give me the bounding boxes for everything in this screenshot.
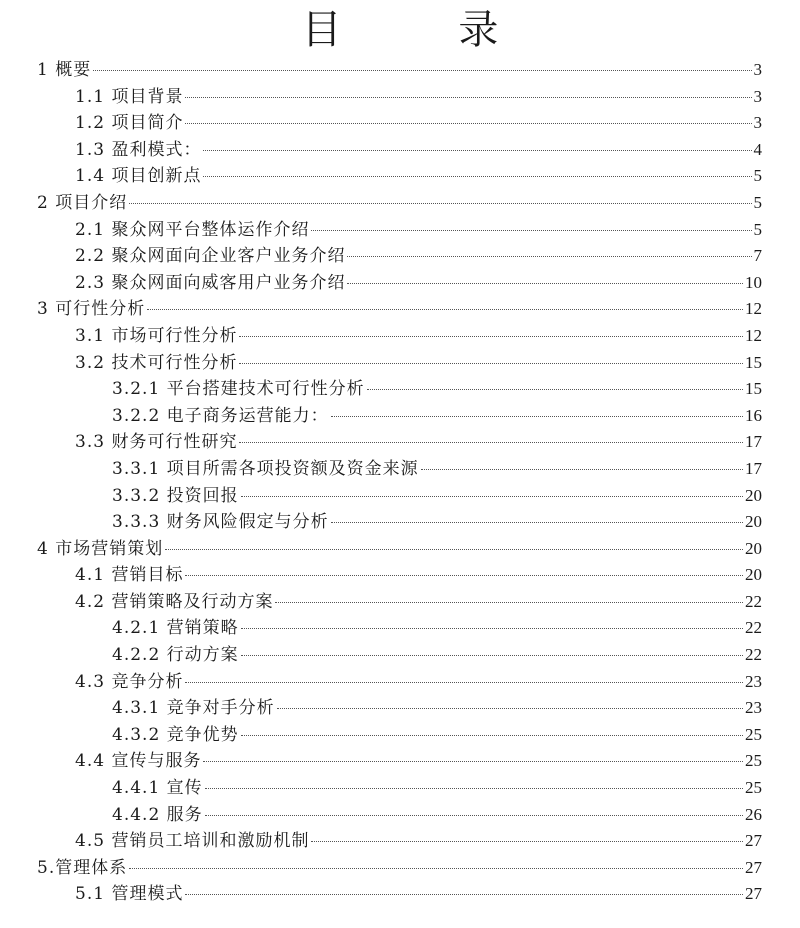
toc-entry-page-number: 22 [745, 645, 762, 665]
toc-entry-page-number: 12 [745, 299, 762, 319]
toc-leader-dots [421, 468, 743, 470]
toc-leader-dots [347, 255, 751, 257]
toc-leader-dots [241, 495, 743, 497]
toc-leader-dots [239, 362, 743, 364]
toc-leader-dots [205, 814, 743, 816]
toc-entry[interactable] [0, 722, 800, 749]
toc-entry-page-number: 26 [745, 804, 762, 824]
toc-leader-dots [93, 69, 751, 71]
toc-entry[interactable] [0, 296, 800, 323]
toc-entry[interactable] [0, 775, 800, 802]
toc-leader-dots [203, 760, 743, 762]
toc-entry[interactable] [0, 137, 800, 164]
toc-entry-page-number: 20 [745, 538, 762, 558]
toc-leader-dots [129, 202, 751, 204]
toc-entry-label: 4.5 营销员工培训和激励机制 [75, 831, 310, 852]
toc-leader-dots [311, 229, 751, 231]
toc-leader-dots [239, 441, 743, 443]
toc-entry[interactable] [0, 562, 800, 589]
toc-entry[interactable] [0, 190, 800, 217]
toc-entry-label: 4.3.1 竞争对手分析 [112, 698, 275, 719]
toc-entry-page-number: 12 [745, 325, 762, 345]
toc-entry[interactable] [0, 669, 800, 696]
toc-leader-dots [185, 574, 743, 576]
toc-entry[interactable] [0, 802, 800, 829]
toc-entry-page-number: 5 [753, 219, 762, 239]
toc-entry[interactable] [0, 642, 800, 669]
toc-leader-dots [203, 149, 751, 151]
toc-leader-dots [241, 627, 743, 629]
toc-entry[interactable] [0, 615, 800, 642]
toc-leader-dots [185, 122, 751, 124]
toc-entry-label: 2.3 聚众网面向威客用户业务介绍 [75, 272, 346, 293]
toc-entry-page-number: 20 [745, 565, 762, 585]
toc-entry-label: 3.2.1 平台搭建技术可行性分析 [112, 379, 365, 400]
toc-entry[interactable] [0, 270, 800, 297]
toc-leader-dots [331, 415, 743, 417]
toc-leader-dots [239, 335, 743, 337]
toc-entry-label: 4.3 竞争分析 [75, 671, 184, 692]
toc-leader-dots [311, 840, 743, 842]
toc-entry-label: 5.管理体系 [37, 857, 128, 878]
toc-leader-dots [347, 282, 743, 284]
toc-entry-label: 4.2 营销策略及行动方案 [75, 591, 274, 612]
toc-entry[interactable] [0, 483, 800, 510]
toc-entry-page-number: 25 [745, 724, 762, 744]
toc-entry[interactable] [0, 163, 800, 190]
toc-entry-label: 2.1 聚众网平台整体运作介绍 [75, 219, 310, 240]
toc-leader-dots [165, 548, 743, 550]
toc-entry-page-number: 15 [745, 379, 762, 399]
toc-entry-label: 2.2 聚众网面向企业客户业务介绍 [75, 246, 346, 267]
toc-entry-page-number: 17 [745, 458, 762, 478]
toc-entry-label: 4.4.2 服务 [112, 804, 203, 825]
toc-leader-dots [205, 787, 743, 789]
toc-entry-label: 4.3.2 竞争优势 [112, 724, 239, 745]
toc-entry-page-number: 27 [745, 884, 762, 904]
toc-leader-dots [129, 867, 743, 869]
toc-entry-page-number: 3 [753, 86, 762, 106]
toc-leader-dots [241, 654, 743, 656]
toc-leader-dots [275, 601, 743, 603]
toc-entry-label: 3.3.2 投资回报 [112, 485, 239, 506]
toc-entry[interactable] [0, 695, 800, 722]
toc-entry-label: 1.2 项目简介 [75, 113, 184, 134]
toc-leader-dots [147, 308, 743, 310]
toc-leader-dots [367, 388, 743, 390]
toc-entry[interactable] [0, 855, 800, 882]
toc-entry[interactable] [0, 350, 800, 377]
toc-entry[interactable] [0, 429, 800, 456]
toc-entry-page-number: 23 [745, 698, 762, 718]
table-of-contents [0, 57, 800, 908]
toc-entry-page-number: 16 [745, 405, 762, 425]
toc-entry-label: 4.4 宣传与服务 [75, 751, 202, 772]
toc-entry-page-number: 7 [753, 246, 762, 266]
toc-entry[interactable] [0, 589, 800, 616]
toc-entry-page-number: 3 [753, 113, 762, 133]
toc-leader-dots [241, 734, 743, 736]
toc-entry-label: 4.2.1 营销策略 [112, 618, 239, 639]
toc-entry-page-number: 3 [753, 60, 762, 79]
page-title: 目 录 [301, 7, 551, 53]
toc-entry-page-number: 4 [753, 139, 762, 159]
toc-leader-dots [331, 521, 743, 523]
toc-leader-dots [185, 96, 751, 98]
toc-leader-dots [203, 175, 751, 177]
toc-entry-page-number: 23 [745, 671, 762, 691]
toc-entry-label: 1.4 项目创新点 [75, 166, 202, 187]
toc-entry-page-number: 25 [745, 778, 762, 798]
toc-entry[interactable] [0, 243, 800, 270]
toc-entry-page-number: 20 [745, 512, 762, 532]
toc-leader-dots [185, 893, 743, 895]
toc-entry-page-number: 22 [745, 618, 762, 638]
toc-entry-label: 3.3 财务可行性研究 [75, 432, 238, 453]
toc-entry-label: 4.2.2 行动方案 [112, 645, 239, 666]
toc-entry[interactable] [0, 403, 800, 430]
toc-entry[interactable] [0, 110, 800, 137]
toc-entry-label: 3.2 技术可行性分析 [75, 352, 238, 373]
toc-entry-page-number: 20 [745, 485, 762, 505]
toc-entry-label: 4 市场营销策划 [37, 538, 164, 559]
toc-entry-page-number: 5 [753, 166, 762, 186]
toc-entry-page-number: 10 [745, 272, 762, 292]
toc-entry-label: 3.2.2 电子商务运营能力： [112, 405, 329, 426]
toc-entry-label: 1.1 项目背景 [75, 86, 184, 107]
toc-entry-label: 4.4.1 宣传 [112, 778, 203, 799]
toc-entry-label: 1.3 盈利模式： [75, 139, 202, 160]
toc-entry[interactable] [0, 748, 800, 775]
toc-entry-page-number: 15 [745, 352, 762, 372]
toc-entry[interactable] [0, 509, 800, 536]
toc-entry-page-number: 17 [745, 432, 762, 452]
toc-entry[interactable] [0, 217, 800, 244]
toc-entry-label: 4.1 营销目标 [75, 565, 184, 586]
toc-entry[interactable] [0, 57, 800, 84]
toc-entry[interactable] [0, 881, 800, 908]
toc-entry-page-number: 27 [745, 857, 762, 877]
toc-entry[interactable] [0, 828, 800, 855]
toc-entry-label: 3 可行性分析 [37, 299, 146, 320]
toc-entry-label: 3.1 市场可行性分析 [75, 325, 238, 346]
toc-entry-page-number: 22 [745, 591, 762, 611]
toc-entry[interactable] [0, 376, 800, 403]
toc-entry[interactable] [0, 84, 800, 111]
toc-entry[interactable] [0, 456, 800, 483]
toc-entry-page-number: 25 [745, 751, 762, 771]
toc-entry-page-number: 5 [753, 192, 762, 212]
toc-entry[interactable] [0, 536, 800, 563]
toc-entry-label: 1 概要 [37, 60, 92, 80]
toc-entry-label: 2 项目介绍 [37, 192, 128, 213]
toc-entry-page-number: 27 [745, 831, 762, 851]
toc-entry[interactable] [0, 323, 800, 350]
toc-entry-label: 5.1 管理模式 [75, 884, 184, 905]
toc-leader-dots [277, 707, 743, 709]
toc-entry-label: 3.3.3 财务风险假定与分析 [112, 512, 329, 533]
toc-entry-label: 3.3.1 项目所需各项投资额及资金来源 [112, 458, 419, 479]
toc-leader-dots [185, 681, 743, 683]
